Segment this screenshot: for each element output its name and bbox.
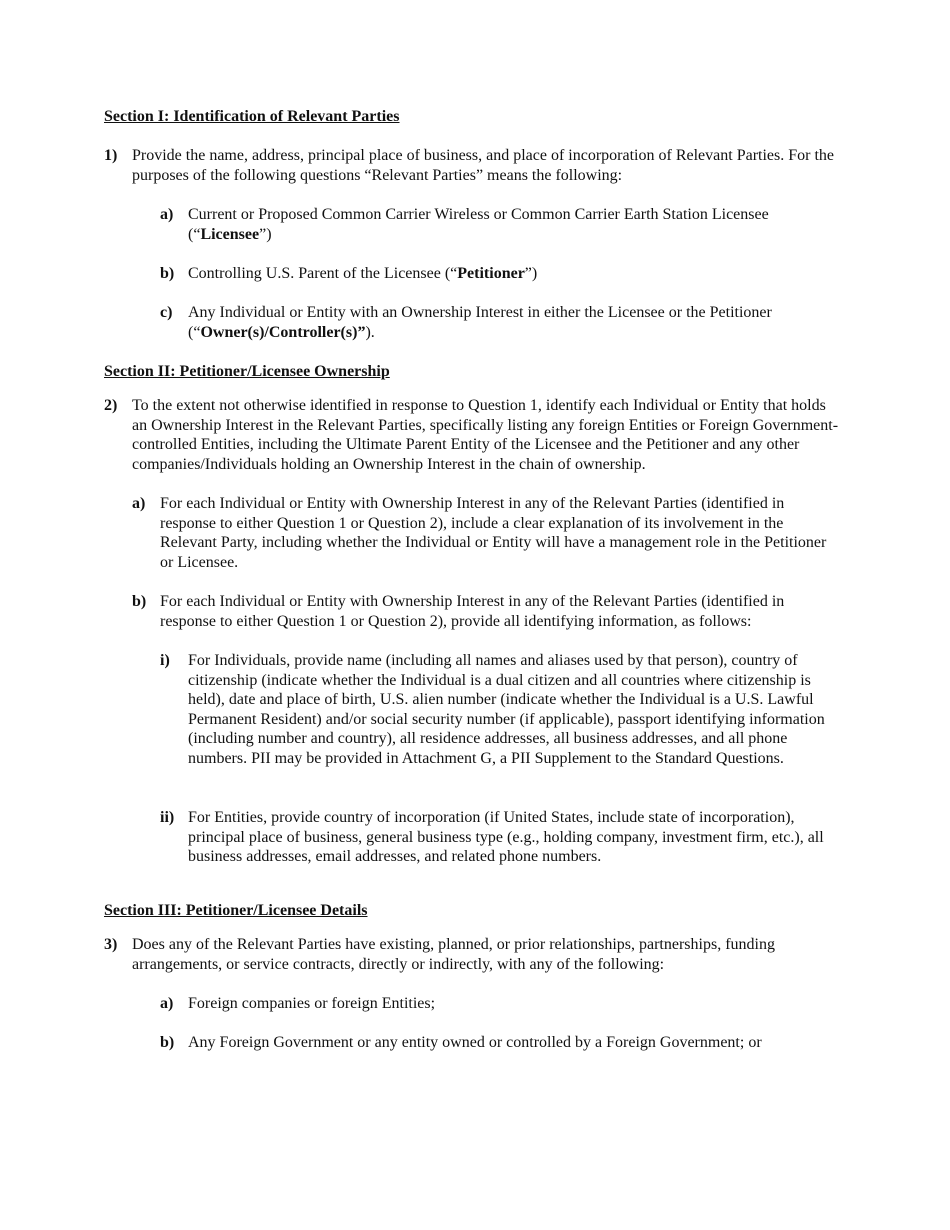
item-marker: b) [160, 1034, 175, 1051]
item-marker: a) [132, 495, 146, 512]
item-text: Any Individual or Entity with an Ownership Interest in either the Licensee or the Petitioner (“Owner(s)/Controller(s)”). [188, 304, 772, 341]
list-item-3b [160, 1033, 840, 1053]
item-marker: a) [160, 206, 174, 223]
list-item-2a [132, 494, 832, 572]
question-text: Provide the name, address, principal place of business, and place of incorporation of Relevant Parties. For the purposes of the following questions “Relevant Parties” means the following: [132, 147, 835, 184]
question-text: To the extent not otherwise identified in response to Question 1, identify each Individual or Entity that holds an Ownership Interest in the Relevant Parties, specifically listing any foreign Entities or Foreign Government-controlled Entities, including the Ultimate Parent Entity of the Licensee and the Petitioner and any other companies/Individuals holding an Ownership Interest in the chain of ownership. [132, 397, 839, 473]
section-3-heading: Section III: Petitioner/Licensee Details [104, 902, 368, 919]
list-item-2b-ii [160, 808, 850, 867]
list-item-2b [132, 592, 832, 631]
item-text: For Individuals, provide name (including all names and aliases used by that person), country of citizenship (indicate whether the Individual is a dual citizen and all countries where citizenship is held), date and place of birth, U.S. alien number (indicate whether the Individual is a U.S. Lawful Permanent Resident) and/or social security number (if applicable), passport identifying information (including number and country), all residence addresses, all business addresses, and all phone numbers. PII may be provided in Attachment G, a PII Supplement to the Standard Questions. [188, 652, 825, 767]
item-marker: b) [132, 593, 147, 610]
section-2-heading: Section II: Petitioner/Licensee Ownership [104, 363, 390, 380]
item-text: For Entities, provide country of incorporation (if United States, include state of incorporation), principal place of business, general business type (e.g., holding company, investment firm, etc.), all business addresses, email addresses, and related phone numbers. [188, 809, 824, 866]
item-marker: b) [160, 265, 175, 282]
item-text: Current or Proposed Common Carrier Wireless or Common Carrier Earth Station Licensee (“Licensee”) [188, 206, 769, 243]
item-text: For each Individual or Entity with Ownership Interest in any of the Relevant Parties (identified in response to either Question 1 or Question 2), include a clear explanation of its involvement in the Relevant Party, including whether the Individual or Entity will have a management role in the Petitioner or Licensee. [160, 495, 827, 571]
question-2 [104, 396, 844, 474]
list-item-2b-i [160, 651, 850, 769]
question-1 [104, 146, 844, 185]
item-marker: ii) [160, 809, 175, 826]
question-number: 3) [104, 936, 118, 953]
item-marker: c) [160, 304, 173, 321]
item-text: Controlling U.S. Parent of the Licensee (“Petitioner”) [188, 265, 538, 282]
item-text: Any Foreign Government or any entity owned or controlled by a Foreign Government; or [188, 1034, 762, 1051]
item-marker: i) [160, 652, 170, 669]
list-item-3a [160, 994, 820, 1014]
list-item-1b [160, 264, 820, 284]
question-number: 2) [104, 397, 118, 414]
item-marker: a) [160, 995, 174, 1012]
item-text: For each Individual or Entity with Ownership Interest in any of the Relevant Parties (identified in response to either Question 1 or Question 2), provide all identifying information, as follows: [160, 593, 785, 630]
question-number: 1) [104, 147, 118, 164]
list-item-1a [160, 205, 820, 244]
question-3 [104, 935, 844, 974]
item-text: Foreign companies or foreign Entities; [188, 995, 436, 1012]
list-item-1c [160, 303, 820, 342]
question-text: Does any of the Relevant Parties have existing, planned, or prior relationships, partnerships, funding arrangements, or service contracts, directly or indirectly, with any of the following: [132, 936, 775, 973]
section-1-heading: Section I: Identification of Relevant Parties [104, 108, 400, 125]
